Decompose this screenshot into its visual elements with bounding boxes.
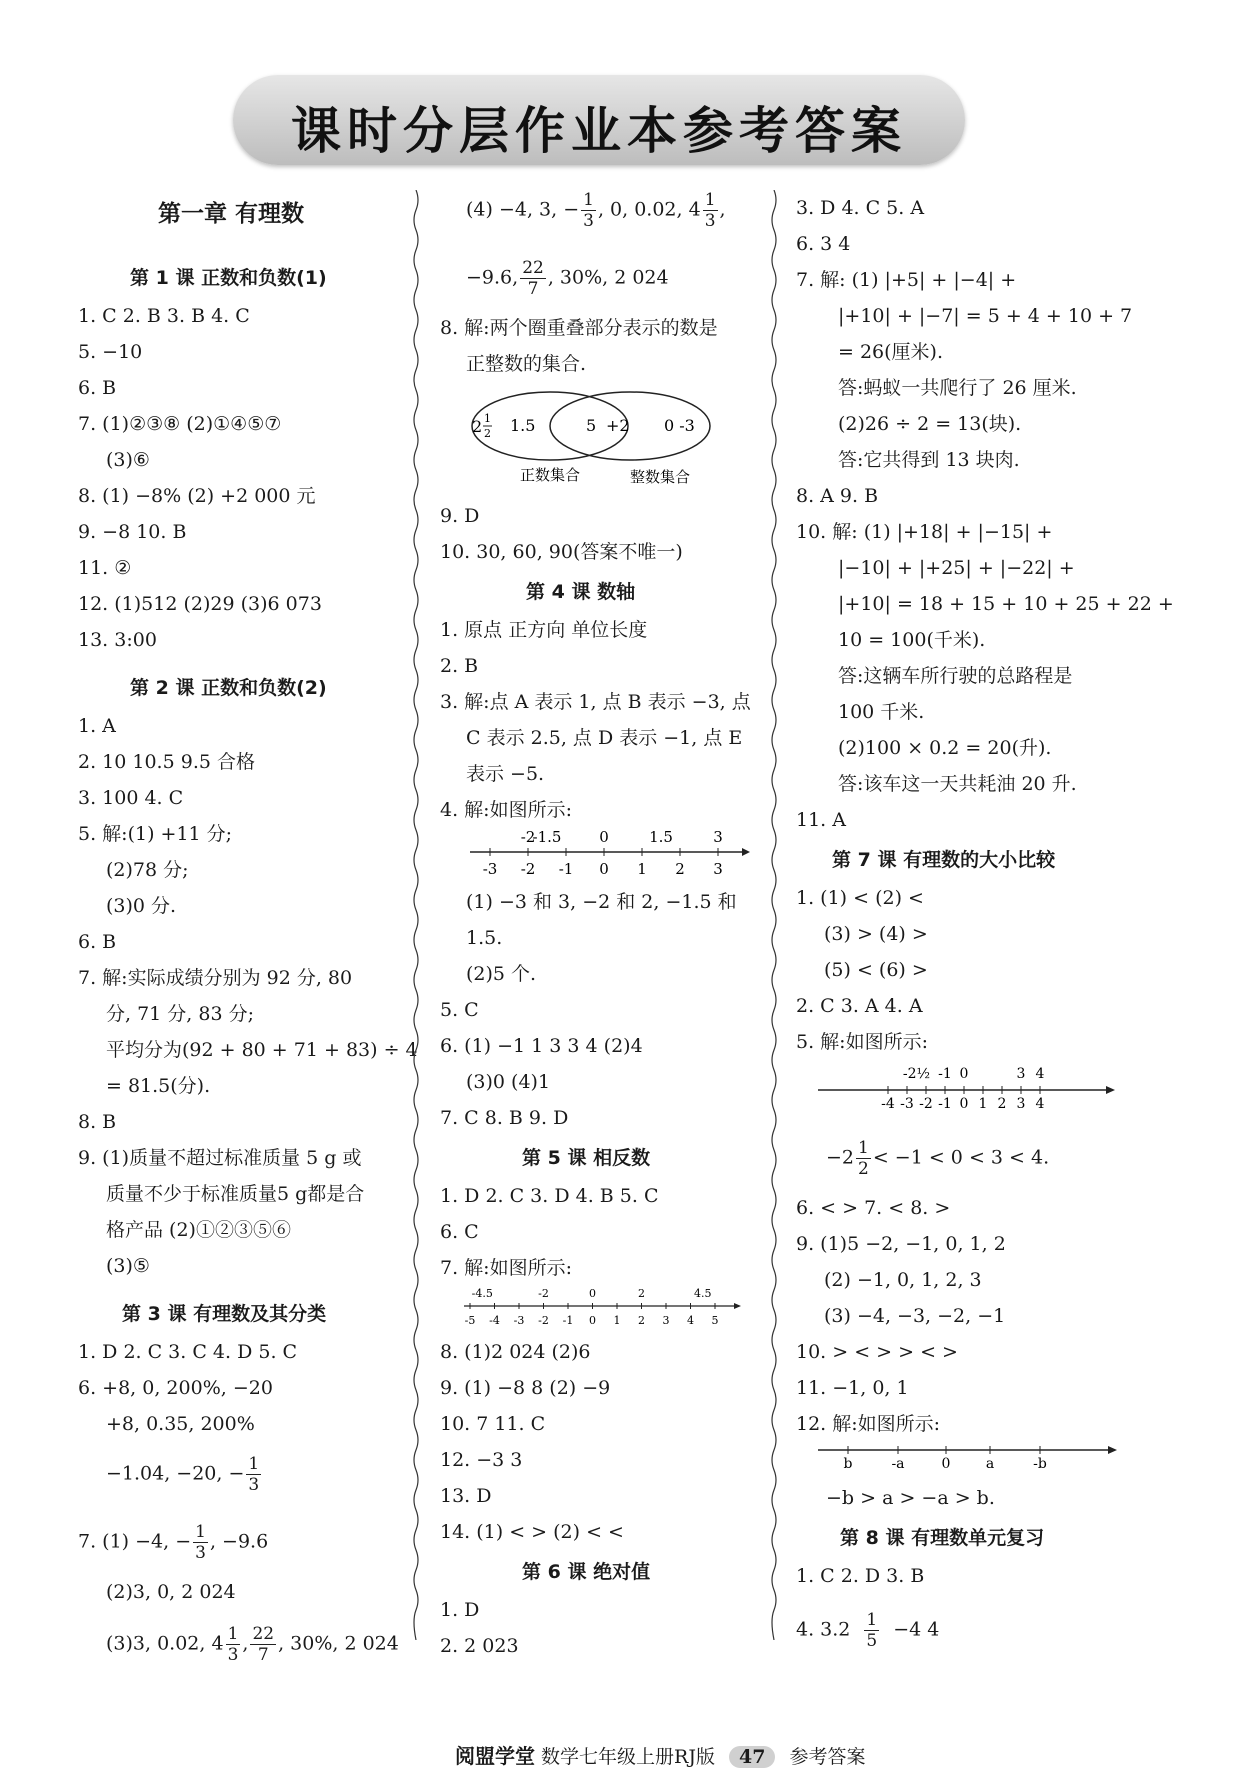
axis-label: 3 xyxy=(1016,1066,1026,1082)
answer-line: 10. 解: (1) |+18| + |−15| + xyxy=(796,521,1053,543)
answer-line: 平均分为(92 + 80 + 71 + 83) ÷ 4 xyxy=(106,1039,418,1061)
venn-label: 整数集合 xyxy=(630,468,691,486)
answer-line: |+10| = 18 + 15 + 10 + 25 + 22 + xyxy=(838,593,1174,615)
answer-line: (2)3, 0, 2 024 xyxy=(106,1581,236,1603)
fraction-numerator: 1 xyxy=(858,1138,869,1158)
page-footer xyxy=(455,1740,866,1769)
axis-label: 2 xyxy=(997,1096,1007,1112)
answer-line: 1. D 2. C 3. D 4. B 5. C xyxy=(440,1185,659,1207)
answer-line: 8. (1) −8% (2) +2 000 元 xyxy=(78,485,316,507)
axis-label: 1 xyxy=(978,1096,988,1112)
answer-line: 1.5. xyxy=(466,927,503,949)
venn-number: 0 -3 xyxy=(664,416,695,435)
venn-number: 1.5 xyxy=(510,416,536,435)
footer-suffix: 参考答案 xyxy=(789,1746,866,1768)
answer-line: 12. (1)512 (2)29 (3)6 073 xyxy=(78,593,322,615)
fraction xyxy=(250,1624,276,1665)
axis-label: a xyxy=(985,1456,995,1472)
fraction-numerator: 1 xyxy=(704,190,716,210)
fraction-numerator: 1 xyxy=(583,190,594,210)
answer-line: 10. 7 11. C xyxy=(440,1413,546,1435)
answer-line xyxy=(826,1138,1049,1179)
answer-line: 2. 10 10.5 9.5 合格 xyxy=(78,751,255,773)
fraction-numerator: 22 xyxy=(522,258,544,278)
fraction-numerator: 1 xyxy=(866,1610,878,1630)
fraction-denominator: 3 xyxy=(195,1543,206,1563)
axis-label: 0 xyxy=(589,1314,596,1327)
number-line-lesson5 xyxy=(464,1284,744,1332)
axis-label: -2 xyxy=(520,860,536,878)
answer-line: 13. D xyxy=(440,1485,492,1507)
answer-line: 2. C 3. A 4. A xyxy=(796,995,923,1017)
axis-label: 3 xyxy=(713,860,723,878)
answer-line: (3)0 分. xyxy=(106,895,177,917)
axis-label: -4 xyxy=(881,1096,895,1112)
answer-line: |+10| + |−7| = 5 + 4 + 10 + 7 xyxy=(838,305,1133,327)
axis-label: 1 xyxy=(637,860,647,878)
answer-text: −1.04, −20, − xyxy=(106,1462,245,1485)
axis-label: -2 xyxy=(538,1287,549,1300)
axis-label: 4 xyxy=(687,1314,694,1327)
answer-line: (3) > (4) > xyxy=(824,923,928,945)
axis-label: -b xyxy=(1033,1456,1047,1472)
answer-line: 1. A xyxy=(78,715,116,737)
axis-label: -3 xyxy=(482,860,498,878)
column-divider xyxy=(770,190,778,1640)
axis-label: 2 xyxy=(638,1314,645,1327)
lesson-2-heading: 第 2 课 正数和负数(2) xyxy=(130,677,327,699)
axis-label: 0 xyxy=(959,1096,969,1112)
fraction-denominator: 3 xyxy=(704,211,716,231)
axis-label: -2 xyxy=(520,828,536,846)
axis-label: -3 xyxy=(900,1096,914,1112)
answer-text: −2 xyxy=(826,1146,855,1169)
fraction xyxy=(193,1522,208,1563)
axis-label: -2 xyxy=(919,1096,933,1112)
answer-line: 8. A 9. B xyxy=(796,485,879,507)
venn-number: 5 xyxy=(586,416,597,435)
answer-line: 7. (1)②③⑧ (2)①④⑤⑦ xyxy=(78,413,282,435)
answer-line: 10. 30, 60, 90(答案不唯一) xyxy=(440,541,683,563)
fraction-denominator: 7 xyxy=(257,1645,269,1665)
answer-line: 7. 解:如图所示: xyxy=(440,1257,572,1279)
answer-line: 12. 解:如图所示: xyxy=(796,1413,941,1435)
venn-diagram xyxy=(460,386,730,490)
axis-label: -1.5 xyxy=(532,828,562,846)
answer-line: 100 千米. xyxy=(838,701,925,723)
answer-text: , −9.6 xyxy=(209,1530,269,1553)
venn-number: 2 xyxy=(472,417,483,436)
answer-line: (1) −3 和 3, −2 和 2, −1.5 和 xyxy=(466,891,737,913)
axis-label: 2 xyxy=(675,860,685,878)
column-divider xyxy=(412,190,420,1640)
answer-text: , xyxy=(242,1632,249,1655)
answer-line: 3. D 4. C 5. A xyxy=(796,197,925,219)
axis-label: -1 xyxy=(558,860,574,878)
lesson-5-heading: 第 5 课 相反数 xyxy=(522,1147,651,1169)
axis-label: 0 xyxy=(959,1066,969,1082)
lesson-3-heading: 第 3 课 有理数及其分类 xyxy=(122,1303,327,1325)
answer-line: 10 = 100(千米). xyxy=(838,629,986,651)
answer-line: 格产品 (2)①②③⑤⑥ xyxy=(106,1219,291,1241)
answer-line: 6. B xyxy=(78,377,117,399)
fraction-numerator: 1 xyxy=(248,1454,260,1474)
answer-text: −9.6, xyxy=(466,266,519,289)
answer-line xyxy=(466,258,669,299)
answer-line: (2) −1, 0, 1, 2, 3 xyxy=(824,1269,982,1291)
answer-line: 6. < > 7. < 8. > xyxy=(796,1197,951,1219)
fraction-numerator: 1 xyxy=(227,1624,239,1644)
axis-label: 0 xyxy=(599,828,609,846)
fraction-denominator: 3 xyxy=(227,1645,239,1665)
answer-line: (2)26 ÷ 2 = 13(块). xyxy=(838,413,1022,435)
axis-label: 0 xyxy=(599,860,609,878)
answer-line xyxy=(466,190,726,231)
axis-label: -4 xyxy=(489,1314,500,1327)
fraction xyxy=(246,1454,261,1495)
answer-line: 8. B xyxy=(78,1111,117,1133)
answer-line: (2)100 × 0.2 = 20(升). xyxy=(838,737,1052,759)
axis-ticks xyxy=(483,828,723,878)
axis-label: 0 xyxy=(589,1287,596,1300)
answer-line: (5) < (6) > xyxy=(824,959,928,981)
answer-line xyxy=(78,1522,268,1563)
answer-line xyxy=(106,1624,399,1665)
axis-ticks xyxy=(881,1066,1044,1112)
answer-line: −b > a > −a > b. xyxy=(826,1487,995,1509)
answer-line: |−10| + |+25| + |−22| + xyxy=(838,557,1075,579)
answer-line: = 81.5(分). xyxy=(106,1075,211,1097)
answer-line: 7. C 8. B 9. D xyxy=(440,1107,569,1129)
answer-text: (3)3, 0.02, 4 xyxy=(106,1632,224,1655)
answer-line: 1. D xyxy=(440,1599,480,1621)
axis-label: -1 xyxy=(938,1096,952,1112)
lesson-7-heading: 第 7 课 有理数的大小比较 xyxy=(832,849,1056,871)
axis-label: -1 xyxy=(562,1314,574,1327)
answer-line: 答:蚂蚁一共爬行了 26 厘米. xyxy=(838,377,1077,399)
answer-line: 8. 解:两个圈重叠部分表示的数是 xyxy=(440,317,718,339)
axis-label: -2½ xyxy=(902,1066,931,1082)
answer-text: , xyxy=(719,198,726,221)
page-number: 47 xyxy=(729,1746,775,1768)
number-line-lesson7-q12 xyxy=(818,1438,1118,1478)
page-title: 课时分层作业本参考答案 xyxy=(291,102,907,160)
answer-line: 9. (1)质量不超过标准质量 5 g 或 xyxy=(78,1147,362,1169)
answer-line: 答:它共得到 13 块肉. xyxy=(838,449,1020,471)
answer-text: , 0, 0.02, 4 xyxy=(597,198,701,221)
fraction-denominator: 7 xyxy=(527,279,539,299)
venn-label: 正数集合 xyxy=(520,466,581,484)
axis-label: 3 xyxy=(662,1314,670,1327)
axis-label: b xyxy=(843,1456,853,1472)
axis-label: 0 xyxy=(941,1456,951,1472)
axis-label: 4 xyxy=(1035,1096,1045,1112)
answer-line: 9. −8 10. B xyxy=(78,521,187,543)
answer-line: 1. (1) < (2) < xyxy=(796,887,924,909)
fraction xyxy=(864,1610,879,1651)
fraction xyxy=(520,258,546,299)
axis-label: -2 xyxy=(538,1314,549,1327)
answer-text: < −1 < 0 < 3 < 4. xyxy=(872,1146,1050,1169)
fraction xyxy=(226,1624,241,1665)
answer-line: C 表示 2.5, 点 D 表示 −1, 点 E xyxy=(466,727,743,749)
fraction-numerator: 22 xyxy=(252,1624,275,1644)
lesson-6-heading: 第 6 课 绝对值 xyxy=(522,1561,651,1583)
fraction-denominator: 2 xyxy=(858,1159,869,1179)
answer-line: 2. 2 023 xyxy=(440,1635,519,1657)
answer-line: 10. > < > > < > xyxy=(796,1341,958,1363)
axis-label: 4.5 xyxy=(694,1287,712,1300)
venn-number: 1 xyxy=(484,412,491,425)
answer-line xyxy=(796,1610,939,1651)
answer-line: 11. −1, 0, 1 xyxy=(796,1377,909,1399)
axis-label: -1 xyxy=(938,1066,952,1082)
title-banner xyxy=(233,75,965,165)
number-line-lesson7 xyxy=(818,1056,1118,1116)
answer-line: 14. (1) < > (2) < < xyxy=(440,1521,624,1543)
answer-text: 4. 3.2 xyxy=(796,1618,851,1641)
answer-line: 6. +8, 0, 200%, −20 xyxy=(78,1377,273,1399)
answer-text: , 30%, 2 024 xyxy=(278,1632,399,1655)
answer-line: 1. 原点 正方向 单位长度 xyxy=(440,619,648,641)
fraction xyxy=(581,190,596,231)
answer-line: 分, 71 分, 83 分; xyxy=(106,1003,254,1025)
venn-number: +2 xyxy=(606,416,630,435)
answer-line: 1. C 2. D 3. B xyxy=(796,1565,925,1587)
answer-line: 7. 解:实际成绩分别为 92 分, 80 xyxy=(78,967,353,989)
answer-line: (3)0 (4)1 xyxy=(466,1071,551,1093)
axis-label: 1.5 xyxy=(649,828,673,846)
axis-label: -3 xyxy=(513,1314,525,1327)
answer-line: 9. (1) −8 8 (2) −9 xyxy=(440,1377,611,1399)
axis-label: -4.5 xyxy=(471,1287,493,1300)
axis-label: 3 xyxy=(1016,1096,1026,1112)
fraction-denominator: 3 xyxy=(248,1475,260,1495)
axis-label: 4 xyxy=(1035,1066,1045,1082)
answer-line xyxy=(106,1454,263,1495)
answer-line: 质量不少于标准质量5 g都是合 xyxy=(106,1183,365,1205)
answer-line: 答:该车这一天共耗油 20 升. xyxy=(838,773,1077,795)
fraction-denominator: 3 xyxy=(583,211,594,231)
answer-line: 9. D xyxy=(440,505,480,527)
axis-label: -a xyxy=(891,1456,905,1472)
answer-line: 1. D 2. C 3. C 4. D 5. C xyxy=(78,1341,298,1363)
answer-line: 4. 解:如图所示: xyxy=(440,799,572,821)
answer-text: −4 4 xyxy=(893,1618,940,1641)
answer-line: 11. A xyxy=(796,809,846,831)
answer-line: (2)78 分; xyxy=(106,859,189,881)
fraction xyxy=(703,190,718,231)
brand-logo: 阅盟学堂 xyxy=(455,1744,535,1768)
answer-text: (4) −4, 3, − xyxy=(466,198,580,221)
answer-line: 5. 解:如图所示: xyxy=(796,1031,928,1053)
axis-label: 2 xyxy=(638,1287,645,1300)
answer-line: 3. 解:点 A 表示 1, 点 B 表示 −3, 点 xyxy=(440,691,751,713)
fraction xyxy=(856,1138,871,1179)
axis-label: -5 xyxy=(464,1314,476,1327)
answer-line: 6. B xyxy=(78,931,117,953)
answer-line: 7. 解: (1) |+5| + |−4| + xyxy=(796,269,1017,291)
answer-line: 正整数的集合. xyxy=(466,353,587,375)
answer-line: 8. (1)2 024 (2)6 xyxy=(440,1341,591,1363)
answer-line: 11. ② xyxy=(78,557,132,579)
answer-line: 13. 3:00 xyxy=(78,629,157,651)
answer-line: 5. 解:(1) +11 分; xyxy=(78,823,233,845)
axis-label: 1 xyxy=(613,1314,621,1327)
answer-line: (2)5 个. xyxy=(466,963,537,985)
venn-number: 2 xyxy=(484,427,491,440)
axis-ticks xyxy=(465,1287,719,1327)
answer-line: 6. C xyxy=(440,1221,479,1243)
fraction-denominator: 5 xyxy=(866,1631,878,1651)
answer-line: (3)⑥ xyxy=(106,449,150,471)
answer-line: 9. (1)5 −2, −1, 0, 1, 2 xyxy=(796,1233,1006,1255)
answer-line: 12. −3 3 xyxy=(440,1449,523,1471)
answer-text: 7. (1) −4, − xyxy=(78,1530,192,1553)
answer-line: 5. C xyxy=(440,999,479,1021)
answer-line: 5. −10 xyxy=(78,341,143,363)
axis-label: 3 xyxy=(713,828,723,846)
answer-line: 3. 100 4. C xyxy=(78,787,184,809)
answer-line: = 26(厘米). xyxy=(838,341,944,363)
answer-line: 6. (1) −1 1 3 3 4 (2)4 xyxy=(440,1035,643,1057)
lesson-1-heading: 第 1 课 正数和负数(1) xyxy=(130,267,327,289)
lesson-4-heading: 第 4 课 数轴 xyxy=(526,581,636,603)
answer-line: 1. C 2. B 3. B 4. C xyxy=(78,305,250,327)
number-line-lesson4 xyxy=(470,826,750,884)
fraction-numerator: 1 xyxy=(195,1522,206,1542)
answer-line: 答:这辆车所行驶的总路程是 xyxy=(838,665,1073,687)
chapter-heading: 第一章 有理数 xyxy=(158,201,305,227)
lesson-8-heading: 第 8 课 有理数单元复习 xyxy=(840,1527,1045,1549)
answer-line: 表示 −5. xyxy=(466,763,545,785)
answer-line: 2. B xyxy=(440,655,479,677)
answer-line: 6. 3 4 xyxy=(796,233,851,255)
answer-text: , 30%, 2 024 xyxy=(547,266,669,289)
answer-line: (3)⑤ xyxy=(106,1255,150,1277)
axis-label: 5 xyxy=(711,1314,719,1327)
footer-subject: 数学七年级上册RJ版 xyxy=(541,1746,715,1768)
answer-line: +8, 0.35, 200% xyxy=(106,1413,255,1435)
answer-line: (3) −4, −3, −2, −1 xyxy=(824,1305,1006,1327)
